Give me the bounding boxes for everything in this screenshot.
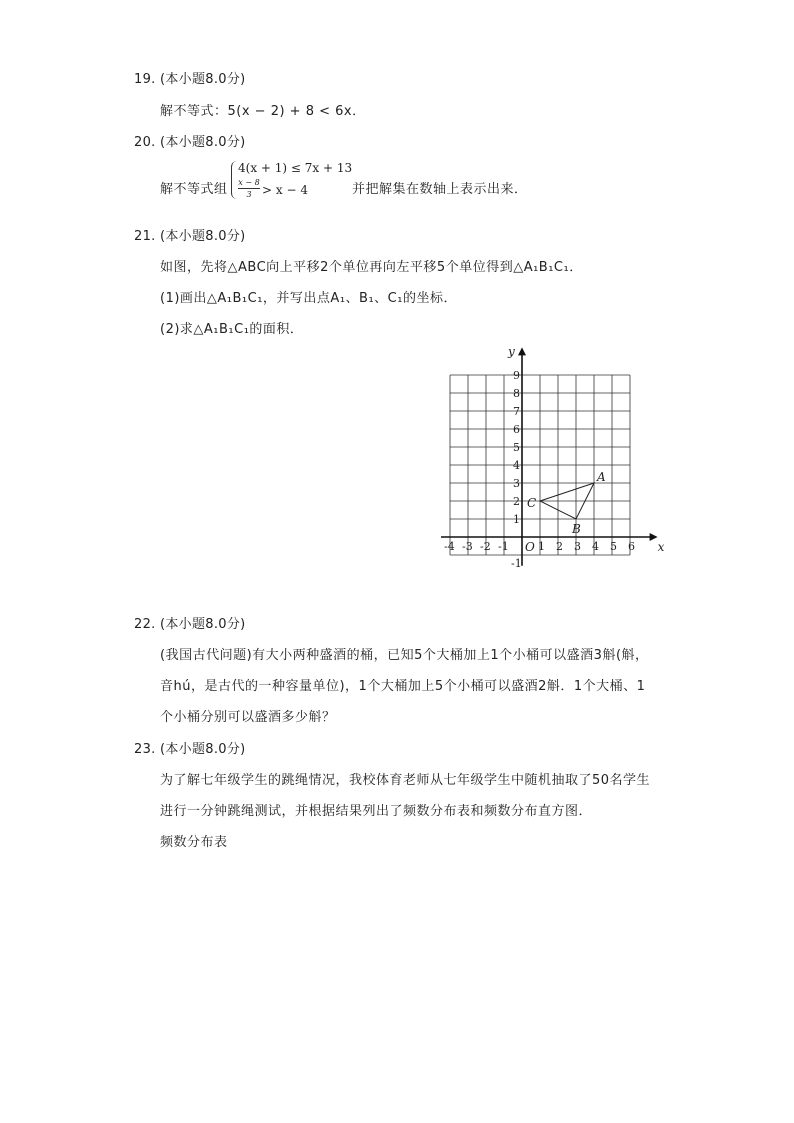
y-axis-arrow [518, 347, 526, 355]
y-tick-label: 9 [513, 369, 520, 382]
x-tick-label: 2 [556, 540, 563, 553]
x-tick-label: 3 [574, 540, 581, 553]
q23-line-3: 频数分布表 [160, 835, 228, 850]
y-tick-label: 4 [513, 459, 520, 472]
origin-label: O [525, 540, 535, 554]
x-axis-arrow [650, 533, 658, 541]
q22-header: 22. (本小题8.0分) [134, 617, 246, 632]
y-tick-label: -1 [511, 557, 522, 570]
x-tick-label: 1 [538, 540, 545, 553]
q21-line-2: (1)画出△A₁B₁C₁，并写出点A₁、B₁、C₁的坐标． [160, 291, 457, 306]
q20-inequality-1: 4(x + 1) ≤ 7x + 13 [238, 161, 353, 175]
q19-text: 解不等式：5(x − 2) + 8 < 6x． [160, 104, 366, 119]
q20-inequality-2-rest: > x − 4 [262, 183, 308, 197]
x-tick-label: -3 [462, 540, 473, 553]
q20-header: 20. (本小题8.0分) [134, 135, 246, 150]
q22-line-3: 个小桶分别可以盛酒多少斛？ [160, 710, 336, 725]
x-tick-label: 6 [628, 540, 635, 553]
q22-line-1: (我国古代问题)有大小两种盛酒的桶，已知5个大桶加上1个小桶可以盛酒3斛(斛， [160, 648, 649, 663]
y-tick-label: 6 [513, 423, 520, 436]
y-tick-label: 3 [513, 477, 520, 490]
x-tick-label: 5 [610, 540, 617, 553]
q22-line-2: 音hú，是古代的一种容量单位)，1个大桶加上5个小桶可以盛酒2斛．1个大桶、1 [160, 679, 646, 694]
q19-header: 19. (本小题8.0分) [134, 72, 246, 87]
y-tick-label: 8 [513, 387, 520, 400]
q20-fraction-denominator: 3 [246, 190, 252, 199]
q20-fraction-numerator: x − 8 [238, 178, 260, 187]
q21-line-1: 如图，先将△ABC向上平移2个单位再向左平移5个单位得到△A₁B₁C₁． [160, 260, 583, 275]
q23-line-2: 进行一分钟跳绳测试，并根据结果列出了频数分布表和频数分布直方图． [160, 804, 593, 819]
x-tick-label: -4 [444, 540, 455, 553]
q21-line-3: (2)求△A₁B₁C₁的面积． [160, 322, 304, 337]
y-tick-label: 1 [513, 513, 520, 526]
q20-prefix: 解不等式组 [160, 182, 228, 197]
y-tick-label: 5 [513, 441, 520, 454]
q20-suffix: 并把解集在数轴上表示出来． [352, 182, 528, 197]
point-label-c: C [527, 496, 537, 510]
q23-header: 23. (本小题8.0分) [134, 742, 246, 757]
q20-fraction-bar [238, 188, 260, 189]
y-tick-label: 7 [513, 405, 520, 418]
q21-header: 21. (本小题8.0分) [134, 229, 246, 244]
x-tick-label: -1 [498, 540, 509, 553]
y-tick-label: 2 [513, 495, 520, 508]
x-tick-label: -2 [480, 540, 491, 553]
point-label-a: A [597, 470, 606, 484]
point-label-b: B [572, 522, 581, 536]
x-tick-label: 4 [592, 540, 599, 553]
coordinate-grid-figure [420, 335, 670, 575]
y-axis-label: y [508, 344, 515, 359]
q23-line-1: 为了解七年级学生的跳绳情况，我校体育老师从七年级学生中随机抽取了50名学生 [160, 773, 651, 788]
x-axis-label: x [657, 540, 665, 554]
